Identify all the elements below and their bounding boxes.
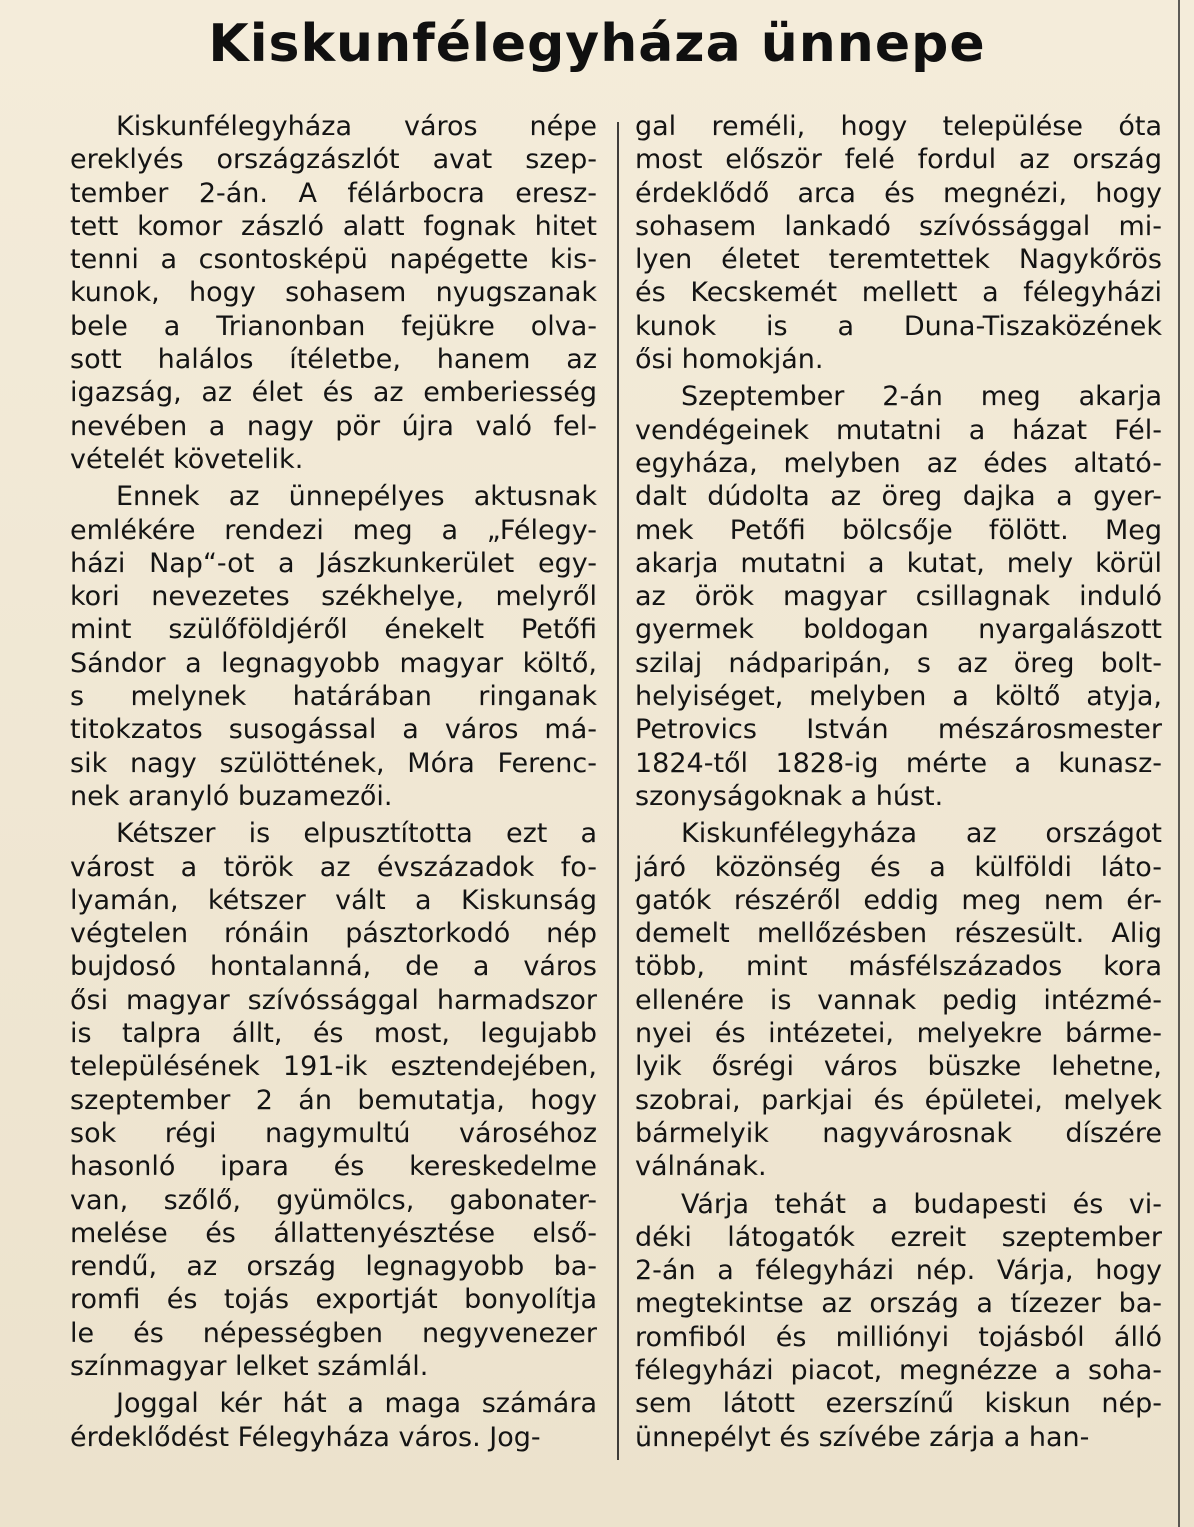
text-line: az örök magyar csillagnak induló [635,581,1162,613]
text-line: szobrai, parkjai és épületei, melyek [635,1084,1162,1116]
text-line: érdeklődő arca és megnézi, hogy [635,177,1162,209]
text-line: 1824-től 1828-ig mérte a kunasz- [635,747,1162,779]
text-line: Sándor a legnagyobb magyar költő, [70,647,597,679]
text-line: lyamán, kétszer vált a Kiskunság [70,884,597,916]
text-line: vendégeinek mutatni a házat Fél- [635,414,1162,446]
text-line: mek Petőfi bölcsője fölött. Meg [635,514,1162,546]
text-line: rendű, az ország legnagyobb ba- [70,1251,597,1283]
text-line: ünnepélyt és szívébe zárja a han- [635,1421,1090,1453]
text-line: Kiskunfélegyháza az országot [681,818,1162,850]
text-line: színmagyar lelket számlál. [70,1350,429,1382]
text-line: le és népességben negyvenezer [70,1317,597,1349]
text-line: demelt mellőzésben részesült. Alig [635,918,1162,950]
text-line: ereklyés országzászlót avat szep- [70,144,597,176]
paragraph [70,480,597,813]
text-line: gal reméli, hogy települése óta [635,111,1162,142]
text-line: igazság, az élet és az emberiesség [70,377,597,409]
text-line: akarja mutatni a kutat, mely körül [635,547,1162,579]
text-line: sik nagy szülöttének, Móra Ferenc- [70,747,597,779]
text-line: is talpra állt, és most, legujabb [70,1018,597,1050]
text-line: Kétszer is elpusztította ezt a [116,818,597,850]
text-line: emlékére rendezi meg a „Félegy- [70,514,597,546]
text-line: sohasem lankadó szívóssággal mi- [635,210,1162,242]
text-line: 2-án a félegyházi nép. Várja, hogy [635,1255,1162,1287]
text-line: járó közönség és a külföldi láto- [635,851,1162,883]
text-line: Várja tehát a budapesti és vi- [681,1188,1162,1220]
text-line: szonyságoknak a húst. [635,780,944,812]
text-line: lyen életet teremtettek Nagykőrös [635,244,1162,276]
text-line: sok régi nagymultú városéhoz [70,1117,597,1149]
paragraph [70,817,597,1383]
text-line: lyik ősrégi város büszke lehetne, [635,1051,1162,1083]
text-line: Szeptember 2-án meg akarja [681,381,1162,413]
text-line: egyháza, melyben az édes altató- [635,447,1162,479]
text-line: Kiskunfélegyháza város népe [116,111,597,142]
text-line: szilaj nádparipán, s az öreg bolt- [635,647,1162,679]
text-line: bujdosó hontalanná, de a város [70,951,597,983]
right-column [635,110,1162,1454]
text-line: sott halálos ítéletbe, hanem az [70,344,597,376]
text-line: nyei és intézetei, melyekre bárme- [635,1018,1162,1050]
text-line: kunok is a Duna-Tiszaközének [635,310,1162,342]
text-line: tember 2-án. A félárbocra eresz- [70,177,597,209]
text-line: tenni a csontosképü napégette kis- [70,244,597,276]
text-line: ellenére is vannak pedig intézmé- [635,984,1162,1016]
text-line: romfiból és milliónyi tojásból álló [635,1321,1162,1353]
text-line: végtelen rónáin pásztorkodó nép [70,918,597,950]
text-line: déki látogatók ezreit szeptember [635,1221,1162,1253]
text-line: bele a Trianonban fejükre olva- [70,310,597,342]
text-line: kunok, hogy sohasem nyugszanak [70,277,597,309]
text-line: ősi magyar szívóssággal harmadszor [70,984,597,1016]
text-line: tett komor zászló alatt fognak hitet [70,210,597,242]
left-column [70,110,597,1454]
text-line: helyiséget, melyben a költő atyja, [635,681,1162,713]
text-line: bármelyik nagyvárosnak díszére [635,1117,1162,1149]
text-line: Petrovics István mészárosmester [635,714,1162,746]
text-line: vételét követelik. [70,443,304,475]
text-line: hasonló ipara és kereskedelme [70,1151,597,1183]
paragraph [635,817,1162,1183]
text-line: s melynek határában ringanak [70,681,597,713]
text-line: több, mint másfélszázados kora [635,951,1162,983]
text-line: félegyházi piacot, megnézze a soha- [635,1354,1162,1386]
page-edge-rule [1178,0,1180,1527]
paragraph [635,380,1162,813]
text-line: ősi homokján. [635,344,824,376]
paragraph [635,110,1162,376]
text-line: mint szülőföldjéről énekelt Petőfi [70,614,597,646]
text-line: melése és állattenyésztése első- [70,1217,597,1249]
text-line: érdeklődést Félegyháza város. Jog- [70,1421,541,1453]
text-line: kori nevezetes székhelye, melyről [70,581,597,613]
article-title: Kiskunfélegyháza ünnepe [208,14,986,74]
text-line: dalt dúdolta az öreg dajka a gyer- [635,481,1162,513]
text-line: válnának. [635,1151,767,1183]
text-line: településének 191-ik esztendejében, [70,1051,597,1083]
text-line: sem látott ezerszínű kiskun nép- [635,1388,1162,1420]
text-line: házi Nap“-ot a Jászkunkerület egy- [70,547,597,579]
text-line: van, szőlő, gyümölcs, gabonater- [70,1184,597,1216]
text-line: gyermek boldogan nyargalászott [635,614,1162,646]
text-line: gatók részéről eddig meg nem ér- [635,884,1162,916]
text-line: várost a török az évszázadok fo- [70,851,597,883]
paragraph [70,1387,597,1454]
text-line: Joggal kér hát a maga számára [116,1388,597,1420]
text-line: titokzatos susogással a város má- [70,714,597,746]
text-line: Ennek az ünnepélyes aktusnak [116,481,597,513]
text-line: romfi és tojás exportját bonyolítja [70,1284,597,1316]
text-line: nek aranyló buzamezői. [70,780,393,812]
text-line: nevében a nagy pör újra való fel- [70,410,597,442]
text-line: szeptember 2 án bemutatja, hogy [70,1084,597,1116]
paragraph [70,110,597,476]
text-line: és Kecskemét mellett a félegyházi [635,277,1162,309]
text-line: megtekintse az ország a tízezer ba- [635,1288,1162,1320]
column-divider [617,122,619,1460]
text-line: most először felé fordul az ország [635,144,1162,176]
paragraph [635,1188,1162,1454]
